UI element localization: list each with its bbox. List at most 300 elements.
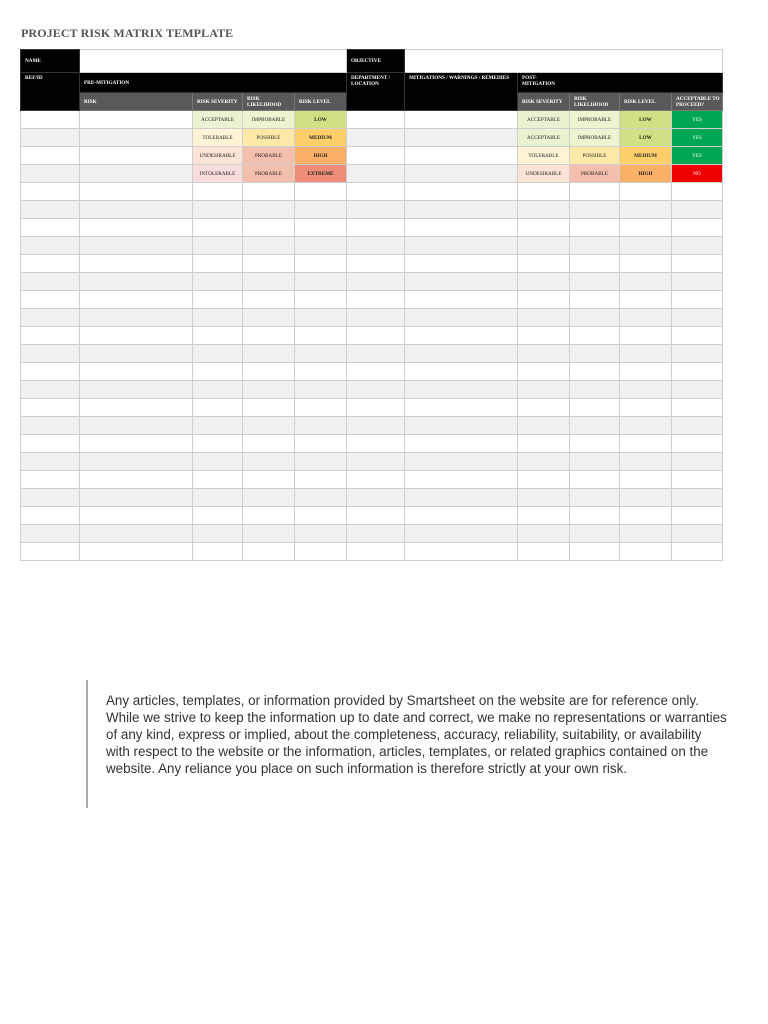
pre-likelihood-cell[interactable]: PROBABLE xyxy=(243,147,295,165)
acceptable-cell[interactable] xyxy=(672,219,723,237)
acceptable-cell[interactable] xyxy=(672,327,723,345)
post-level-cell[interactable] xyxy=(620,273,672,291)
pre-severity-cell[interactable] xyxy=(193,399,243,417)
pre-level-cell[interactable]: MEDIUM xyxy=(295,129,347,147)
pre-severity-cell[interactable] xyxy=(193,345,243,363)
objective-label: OBJECTIVE xyxy=(347,50,405,73)
acceptable-cell[interactable] xyxy=(672,471,723,489)
post-level-cell[interactable] xyxy=(620,507,672,525)
post-level-cell[interactable] xyxy=(620,237,672,255)
post-level-cell[interactable] xyxy=(620,255,672,273)
ref-id-cell[interactable] xyxy=(21,201,80,219)
post-level-cell[interactable] xyxy=(620,381,672,399)
pre-level-cell[interactable]: EXTREME xyxy=(295,165,347,183)
department-cell[interactable] xyxy=(347,183,405,201)
risk-cell[interactable] xyxy=(80,273,193,291)
post-likelihood-cell[interactable] xyxy=(570,345,620,363)
post-severity-cell[interactable] xyxy=(518,417,570,435)
mitigations-cell[interactable] xyxy=(405,291,518,309)
risk-cell[interactable] xyxy=(80,363,193,381)
post-level-cell[interactable] xyxy=(620,471,672,489)
post-level-cell[interactable] xyxy=(620,363,672,381)
pre-likelihood-cell[interactable] xyxy=(243,543,295,561)
post-level-cell[interactable]: LOW xyxy=(620,111,672,129)
disclaimer-text: Any articles, templates, or information provided by Smartsheet on the website are for reference only. While we strive to keep the information up to date and correct, we make no representations or warranties of any kind, express or implied, about the completeness, accuracy, reliability, suitability, or availability with respect to the website or the information, articles, templates, or related graphics contained on the website. Any reliance you place on such information is therefore strictly at your own risk. xyxy=(106,693,727,776)
pre-level-cell[interactable] xyxy=(295,237,347,255)
post-severity-cell[interactable]: ACCEPTABLE xyxy=(518,129,570,147)
pre-severity-cell[interactable] xyxy=(193,273,243,291)
pre-severity-cell[interactable] xyxy=(193,489,243,507)
post-likelihood-cell[interactable] xyxy=(570,237,620,255)
mitigations-cell[interactable] xyxy=(405,219,518,237)
pre-severity-cell[interactable]: INTOLERABLE xyxy=(193,165,243,183)
post-severity-cell[interactable] xyxy=(518,309,570,327)
risk-cell[interactable] xyxy=(80,309,193,327)
pre-level-cell[interactable] xyxy=(295,291,347,309)
pre-level-cell[interactable] xyxy=(295,183,347,201)
post-severity-cell[interactable] xyxy=(518,327,570,345)
table-row xyxy=(21,327,723,345)
department-cell[interactable] xyxy=(347,255,405,273)
post-severity-cell[interactable] xyxy=(518,273,570,291)
pre-severity-cell[interactable] xyxy=(193,327,243,345)
post-level-cell[interactable] xyxy=(620,435,672,453)
pre-likelihood-cell[interactable] xyxy=(243,327,295,345)
ref-id-cell[interactable] xyxy=(21,489,80,507)
department-cell[interactable] xyxy=(347,525,405,543)
ref-id-cell[interactable] xyxy=(21,183,80,201)
post-severity-cell[interactable] xyxy=(518,219,570,237)
post-severity-cell[interactable] xyxy=(518,183,570,201)
pre-level-cell[interactable] xyxy=(295,309,347,327)
post-severity-cell[interactable] xyxy=(518,399,570,417)
pre-severity-cell[interactable] xyxy=(193,237,243,255)
mitigations-cell[interactable] xyxy=(405,273,518,291)
post-severity-cell[interactable] xyxy=(518,489,570,507)
table-row xyxy=(21,399,723,417)
pre-likelihood-cell[interactable]: IMPROBABLE xyxy=(243,111,295,129)
post-likelihood-cell[interactable] xyxy=(570,363,620,381)
table-row xyxy=(21,507,723,525)
ref-id-cell[interactable] xyxy=(21,309,80,327)
pre-level-cell[interactable] xyxy=(295,507,347,525)
mitigations-cell[interactable] xyxy=(405,525,518,543)
mitigations-cell[interactable] xyxy=(405,363,518,381)
department-cell[interactable] xyxy=(347,147,405,165)
post-level-cell[interactable]: LOW xyxy=(620,129,672,147)
pre-level-cell[interactable]: LOW xyxy=(295,111,347,129)
department-cell[interactable] xyxy=(347,381,405,399)
ref-id-cell[interactable] xyxy=(21,291,80,309)
post-likelihood-cell[interactable] xyxy=(570,435,620,453)
table-row xyxy=(21,525,723,543)
pre-severity-cell[interactable]: UNDESIRABLE xyxy=(193,147,243,165)
pre-likelihood-cell[interactable] xyxy=(243,471,295,489)
risk-cell[interactable] xyxy=(80,291,193,309)
risk-cell[interactable] xyxy=(80,525,193,543)
pre-level-cell[interactable] xyxy=(295,399,347,417)
acceptable-cell[interactable] xyxy=(672,201,723,219)
mitigations-cell[interactable] xyxy=(405,165,518,183)
post-level-cell[interactable] xyxy=(620,345,672,363)
pre-severity-cell[interactable] xyxy=(193,471,243,489)
mitigations-cell[interactable] xyxy=(405,147,518,165)
post-severity-cell[interactable] xyxy=(518,291,570,309)
pre-likelihood-cell[interactable] xyxy=(243,381,295,399)
table-row xyxy=(21,273,723,291)
mitigations-cell[interactable] xyxy=(405,255,518,273)
ref-id-cell[interactable] xyxy=(21,381,80,399)
post-severity-cell[interactable] xyxy=(518,507,570,525)
acceptable-cell[interactable] xyxy=(672,417,723,435)
pre-likelihood-cell[interactable] xyxy=(243,525,295,543)
pre-level-cell[interactable] xyxy=(295,255,347,273)
pre-likelihood-cell[interactable] xyxy=(243,237,295,255)
table-row xyxy=(21,309,723,327)
mitigations-cell[interactable] xyxy=(405,399,518,417)
acceptable-cell[interactable]: YES xyxy=(672,111,723,129)
pre-level-cell[interactable] xyxy=(295,471,347,489)
pre-level-cell[interactable] xyxy=(295,363,347,381)
mitigations-cell[interactable] xyxy=(405,381,518,399)
pre-risk-level-header: RISK LEVEL xyxy=(295,93,347,111)
mitigations-cell[interactable] xyxy=(405,543,518,561)
department-cell[interactable] xyxy=(347,399,405,417)
pre-level-cell[interactable] xyxy=(295,327,347,345)
pre-severity-cell[interactable] xyxy=(193,435,243,453)
ref-id-cell[interactable] xyxy=(21,363,80,381)
pre-likelihood-cell[interactable] xyxy=(243,291,295,309)
pre-severity-cell[interactable] xyxy=(193,201,243,219)
department-cell[interactable] xyxy=(347,345,405,363)
ref-id-cell[interactable] xyxy=(21,111,80,129)
department-cell[interactable] xyxy=(347,507,405,525)
pre-likelihood-cell[interactable] xyxy=(243,183,295,201)
pre-likelihood-cell[interactable] xyxy=(243,507,295,525)
disclaimer-box xyxy=(86,680,728,808)
post-level-cell[interactable] xyxy=(620,327,672,345)
risk-cell[interactable] xyxy=(80,399,193,417)
department-cell[interactable] xyxy=(347,111,405,129)
post-likelihood-cell[interactable] xyxy=(570,255,620,273)
pre-likelihood-cell[interactable] xyxy=(243,273,295,291)
risk-cell[interactable] xyxy=(80,435,193,453)
mitigations-cell[interactable] xyxy=(405,237,518,255)
mitigations-cell[interactable] xyxy=(405,183,518,201)
table-row xyxy=(21,165,723,183)
post-likelihood-cell[interactable]: PROBABLE xyxy=(570,165,620,183)
pre-level-cell[interactable] xyxy=(295,453,347,471)
risk-cell[interactable] xyxy=(80,489,193,507)
pre-severity-cell[interactable] xyxy=(193,309,243,327)
acceptable-cell[interactable] xyxy=(672,345,723,363)
pre-level-cell[interactable] xyxy=(295,417,347,435)
table-row xyxy=(21,219,723,237)
acceptable-cell[interactable]: NO xyxy=(672,165,723,183)
post-level-cell[interactable]: MEDIUM xyxy=(620,147,672,165)
post-likelihood-cell[interactable] xyxy=(570,273,620,291)
risk-cell[interactable] xyxy=(80,507,193,525)
table-row xyxy=(21,381,723,399)
risk-cell[interactable] xyxy=(80,471,193,489)
pre-level-cell[interactable] xyxy=(295,273,347,291)
risk-cell[interactable] xyxy=(80,147,193,165)
table-row xyxy=(21,471,723,489)
post-likelihood-cell[interactable] xyxy=(570,309,620,327)
pre-severity-cell[interactable] xyxy=(193,507,243,525)
table-row xyxy=(21,147,723,165)
post-likelihood-cell[interactable]: IMPROBABLE xyxy=(570,129,620,147)
pre-level-cell[interactable] xyxy=(295,381,347,399)
post-level-cell[interactable] xyxy=(620,453,672,471)
post-level-cell[interactable] xyxy=(620,543,672,561)
mitigations-cell[interactable] xyxy=(405,309,518,327)
pre-level-cell[interactable] xyxy=(295,543,347,561)
post-likelihood-cell[interactable] xyxy=(570,219,620,237)
mitigations-cell[interactable] xyxy=(405,129,518,147)
post-likelihood-cell[interactable] xyxy=(570,543,620,561)
ref-id-cell[interactable] xyxy=(21,237,80,255)
pre-severity-cell[interactable] xyxy=(193,417,243,435)
acceptable-cell[interactable]: YES xyxy=(672,129,723,147)
pre-likelihood-cell[interactable] xyxy=(243,201,295,219)
acceptable-cell[interactable] xyxy=(672,363,723,381)
department-cell[interactable] xyxy=(347,219,405,237)
acceptable-cell[interactable] xyxy=(672,399,723,417)
post-level-cell[interactable]: HIGH xyxy=(620,165,672,183)
acceptable-to-proceed-header: ACCEPTABLE TO PROCEED? xyxy=(672,93,723,111)
pre-severity-cell[interactable] xyxy=(193,255,243,273)
objective-field[interactable] xyxy=(405,50,723,73)
pre-severity-cell[interactable]: ACCEPTABLE xyxy=(193,111,243,129)
post-likelihood-cell[interactable]: POSSIBLE xyxy=(570,147,620,165)
mitigations-cell[interactable] xyxy=(405,327,518,345)
post-likelihood-cell[interactable] xyxy=(570,183,620,201)
risk-cell[interactable] xyxy=(80,453,193,471)
post-level-cell[interactable] xyxy=(620,219,672,237)
ref-id-cell[interactable] xyxy=(21,147,80,165)
acceptable-cell[interactable] xyxy=(672,255,723,273)
post-likelihood-cell[interactable] xyxy=(570,507,620,525)
pre-severity-cell[interactable] xyxy=(193,543,243,561)
acceptable-cell[interactable] xyxy=(672,309,723,327)
pre-likelihood-cell[interactable] xyxy=(243,453,295,471)
mitigations-cell[interactable] xyxy=(405,489,518,507)
ref-id-cell[interactable] xyxy=(21,219,80,237)
ref-id-cell[interactable] xyxy=(21,435,80,453)
acceptable-cell[interactable]: YES xyxy=(672,147,723,165)
table-row xyxy=(21,345,723,363)
department-cell[interactable] xyxy=(347,237,405,255)
acceptable-cell[interactable] xyxy=(672,237,723,255)
name-field[interactable] xyxy=(80,50,347,73)
post-level-cell[interactable] xyxy=(620,309,672,327)
mitigations-cell[interactable] xyxy=(405,453,518,471)
ref-id-cell[interactable] xyxy=(21,399,80,417)
post-level-cell[interactable] xyxy=(620,183,672,201)
ref-id-cell[interactable] xyxy=(21,327,80,345)
ref-id-cell[interactable] xyxy=(21,471,80,489)
post-level-cell[interactable] xyxy=(620,201,672,219)
risk-cell[interactable] xyxy=(80,417,193,435)
ref-id-cell[interactable] xyxy=(21,453,80,471)
risk-cell[interactable] xyxy=(80,111,193,129)
mitigations-cell[interactable] xyxy=(405,435,518,453)
pre-severity-cell[interactable] xyxy=(193,363,243,381)
pre-likelihood-cell[interactable] xyxy=(243,345,295,363)
post-likelihood-cell[interactable] xyxy=(570,201,620,219)
table-row xyxy=(21,201,723,219)
mitigations-cell[interactable] xyxy=(405,111,518,129)
post-likelihood-cell[interactable] xyxy=(570,417,620,435)
risk-cell[interactable] xyxy=(80,543,193,561)
post-severity-cell[interactable] xyxy=(518,543,570,561)
ref-id-cell[interactable] xyxy=(21,255,80,273)
risk-cell[interactable] xyxy=(80,219,193,237)
post-severity-cell[interactable] xyxy=(518,345,570,363)
department-location-header: DEPARTMENT / LOCATION xyxy=(347,73,405,111)
pre-likelihood-cell[interactable]: POSSIBLE xyxy=(243,129,295,147)
acceptable-cell[interactable] xyxy=(672,273,723,291)
pre-level-cell[interactable] xyxy=(295,435,347,453)
pre-severity-cell[interactable] xyxy=(193,453,243,471)
mitigations-cell[interactable] xyxy=(405,507,518,525)
pre-likelihood-cell[interactable] xyxy=(243,219,295,237)
pre-likelihood-cell[interactable] xyxy=(243,489,295,507)
pre-level-cell[interactable]: HIGH xyxy=(295,147,347,165)
risk-cell[interactable] xyxy=(80,255,193,273)
post-likelihood-cell[interactable] xyxy=(570,399,620,417)
post-level-cell[interactable] xyxy=(620,291,672,309)
pre-severity-cell[interactable] xyxy=(193,219,243,237)
department-cell[interactable] xyxy=(347,489,405,507)
mitigations-cell[interactable] xyxy=(405,201,518,219)
acceptable-cell[interactable] xyxy=(672,183,723,201)
ref-id-cell[interactable] xyxy=(21,543,80,561)
post-likelihood-cell[interactable] xyxy=(570,381,620,399)
pre-severity-cell[interactable] xyxy=(193,183,243,201)
post-mitigation-header xyxy=(518,73,723,93)
post-severity-cell[interactable] xyxy=(518,453,570,471)
ref-id-cell[interactable] xyxy=(21,345,80,363)
department-cell[interactable] xyxy=(347,201,405,219)
post-severity-cell[interactable] xyxy=(518,255,570,273)
mitigations-cell[interactable] xyxy=(405,417,518,435)
table-row xyxy=(21,363,723,381)
department-cell[interactable] xyxy=(347,363,405,381)
pre-likelihood-cell[interactable] xyxy=(243,435,295,453)
post-likelihood-cell[interactable] xyxy=(570,525,620,543)
pre-likelihood-cell[interactable] xyxy=(243,309,295,327)
post-level-cell[interactable] xyxy=(620,399,672,417)
department-cell[interactable] xyxy=(347,543,405,561)
risk-cell[interactable] xyxy=(80,183,193,201)
post-likelihood-cell[interactable] xyxy=(570,489,620,507)
post-severity-cell[interactable] xyxy=(518,381,570,399)
ref-id-cell[interactable] xyxy=(21,129,80,147)
pre-severity-cell[interactable] xyxy=(193,525,243,543)
post-level-cell[interactable] xyxy=(620,417,672,435)
risk-cell[interactable] xyxy=(80,201,193,219)
pre-severity-cell[interactable]: TOLERABLE xyxy=(193,129,243,147)
post-level-cell[interactable] xyxy=(620,525,672,543)
ref-id-cell[interactable] xyxy=(21,507,80,525)
department-cell[interactable] xyxy=(347,165,405,183)
department-cell[interactable] xyxy=(347,471,405,489)
post-likelihood-cell[interactable] xyxy=(570,291,620,309)
risk-cell[interactable] xyxy=(80,165,193,183)
risk-cell[interactable] xyxy=(80,237,193,255)
acceptable-cell[interactable] xyxy=(672,291,723,309)
ref-id-cell[interactable] xyxy=(21,165,80,183)
department-cell[interactable] xyxy=(347,291,405,309)
post-severity-cell[interactable] xyxy=(518,201,570,219)
post-likelihood-cell[interactable] xyxy=(570,327,620,345)
mitigations-cell[interactable] xyxy=(405,345,518,363)
post-likelihood-cell[interactable] xyxy=(570,471,620,489)
post-severity-cell[interactable] xyxy=(518,435,570,453)
table-row xyxy=(21,453,723,471)
pre-level-cell[interactable] xyxy=(295,219,347,237)
pre-likelihood-cell[interactable] xyxy=(243,399,295,417)
post-level-cell[interactable] xyxy=(620,489,672,507)
ref-id-cell[interactable] xyxy=(21,417,80,435)
department-cell[interactable] xyxy=(347,273,405,291)
acceptable-cell[interactable] xyxy=(672,453,723,471)
pre-level-cell[interactable] xyxy=(295,201,347,219)
post-severity-cell[interactable]: UNDESIRABLE xyxy=(518,165,570,183)
pre-likelihood-cell[interactable] xyxy=(243,255,295,273)
acceptable-cell[interactable] xyxy=(672,525,723,543)
pre-level-cell[interactable] xyxy=(295,489,347,507)
mitigations-cell[interactable] xyxy=(405,471,518,489)
post-severity-cell[interactable] xyxy=(518,471,570,489)
post-severity-cell[interactable] xyxy=(518,237,570,255)
department-cell[interactable] xyxy=(347,435,405,453)
pre-severity-cell[interactable] xyxy=(193,381,243,399)
acceptable-cell[interactable] xyxy=(672,543,723,561)
post-likelihood-cell[interactable] xyxy=(570,453,620,471)
risk-cell[interactable] xyxy=(80,345,193,363)
risk-cell[interactable] xyxy=(80,381,193,399)
pre-severity-cell[interactable] xyxy=(193,291,243,309)
acceptable-cell[interactable] xyxy=(672,489,723,507)
post-severity-cell[interactable]: ACCEPTABLE xyxy=(518,111,570,129)
pre-likelihood-cell[interactable]: PROBABLE xyxy=(243,165,295,183)
acceptable-cell[interactable] xyxy=(672,435,723,453)
pre-likelihood-cell[interactable] xyxy=(243,363,295,381)
post-severity-cell[interactable]: TOLERABLE xyxy=(518,147,570,165)
risk-cell[interactable] xyxy=(80,129,193,147)
pre-level-cell[interactable] xyxy=(295,345,347,363)
pre-likelihood-cell[interactable] xyxy=(243,417,295,435)
ref-id-cell[interactable] xyxy=(21,273,80,291)
risk-cell[interactable] xyxy=(80,327,193,345)
pre-level-cell[interactable] xyxy=(295,525,347,543)
post-risk-severity-header: RISK SEVERITY xyxy=(518,93,570,111)
acceptable-cell[interactable] xyxy=(672,381,723,399)
department-cell[interactable] xyxy=(347,327,405,345)
department-cell[interactable] xyxy=(347,129,405,147)
department-cell[interactable] xyxy=(347,417,405,435)
acceptable-cell[interactable] xyxy=(672,507,723,525)
post-severity-cell[interactable] xyxy=(518,525,570,543)
department-cell[interactable] xyxy=(347,453,405,471)
ref-id-cell[interactable] xyxy=(21,525,80,543)
department-cell[interactable] xyxy=(347,309,405,327)
post-severity-cell[interactable] xyxy=(518,363,570,381)
post-likelihood-cell[interactable]: IMPROBABLE xyxy=(570,111,620,129)
